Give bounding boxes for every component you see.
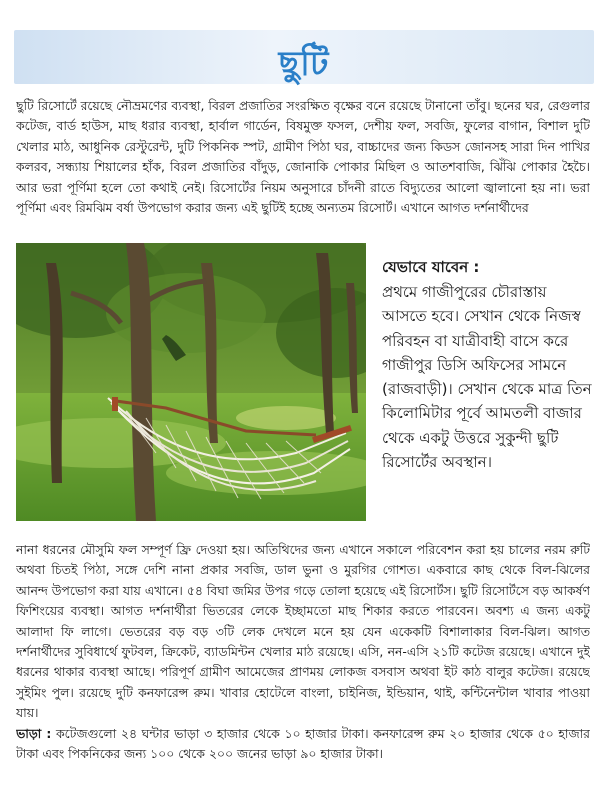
continued-section	[16, 540, 590, 770]
title-banner	[14, 30, 594, 84]
intro-paragraph: ছুটি রিসোর্টে রয়েছে নৌভ্রমণের ব্যবস্থা, বিরল প্রজাতির সংরক্ষিত বৃক্ষের বনে রয়েছে টানানো তাঁবু। ছনের ঘর, রেগুলার কটেজ, বার্ড হাউস, মাছ ধরার ব্যবস্থা, হার্বাল গার্ডেন, বিষমুক্ত ফসল, দেশীয় ফল, সবজি, ফুলের বাগান, বিশাল দুটি খেলার মাঠ, আধুনিক রেস্টুরেন্ট, দুটি পিকনিক স্পট, গ্রামীণ পিঠা ঘর, বাচ্চাদের জন্য কিডস জোনসহ সারা দিন পাখির কলরব, সন্ধ্যায় শিয়ালের হাঁক, বিরল প্রজাতির বাঁদুড়, জোনাকি পোকার মিছিল ও আতশবাজি, ঝিঁঝি পোকার হৈচৈ। আর ভরা পূর্ণিমা হলে তো কথাই নেই। রিসোর্টের নিয়ম অনুসারে চাঁদনী রাতে বিদ্যুতের আলো জ্বালানো হয় না। ভরা পূর্ণিমা এবং রিমঝিম বর্ষা উপভোগ করার জন্য এই ছুটিই হচ্ছে অন্যতম রিসোর্ট। এখানে আগত দর্শনার্থীদের	[16, 98, 590, 216]
resort-photo	[16, 243, 366, 521]
fare-label: ভাড়া :	[16, 725, 52, 741]
directions-heading: যেভাবে যাবেন :	[382, 258, 480, 276]
fare-text: কটেজগুলো ২৪ ঘন্টার ভাড়া ৩ হাজার থেকে ১০ হাজার টাকা। কনফারেন্স রুম ২০ হাজার থেকে ৫০ হাজার টাকা এবং পিকনিকের জন্য ১০০ থেকে ২০০ জনের ভাড়া ৯০ হাজার টাকা।	[16, 725, 590, 762]
directions-box	[382, 256, 594, 474]
directions-body: প্রথমে গাজীপুরের চৌরাস্তায় আসতে হবে। সেখান থেকে নিজস্ব পরিবহন বা যাত্রীবাহী বাসে করে গাজীপুর ডিসি অফিসের সামনে (রাজবাড়ী)। সেখান থেকে মাত্র তিন কিলোমিটার পূর্বে আমতলী বাজার থেকে একটু উত্তরে সুকুন্দী ছুটি রিসোর্টের অবস্থান।	[382, 283, 592, 472]
continued-paragraph: নানা ধরনের মৌসুমি ফল সম্পূর্ণ ফ্রি দেওয়া হয়। অতিথিদের জন্য এখানে সকালে পরিবেশন করা হয় চালের নরম রুটি অথবা চিতই পিঠা, সঙ্গে দেশি নানা প্রকার সবজি, ডাল ভুনা ও মুরগির গোশত। একবারে কাছ থেকে বিল-ঝিলের আনন্দ উপভোগ করা যায় এখানে। ৫৪ বিঘা জমির উপর গড়ে তোলা হয়েছে এই রিসোর্টস। ছুটি রিসোর্টসে বড় আকর্ষণ ফিশিংয়ের ব্যবস্থা। আগত দর্শনার্থীরা ভিতরের লেকে ইচ্ছামতো মাছ শিকার করতে পারবেন। অবশ্য এ জন্য একটু আলাদা ফি লাগে। ভেতরের বড় বড় ৩টি লেক দেখলে মনে হয় যেন একেকটি বিশালাকার বিল-ঝিল। আগত দর্শনার্থীদের সুবিধার্থে ফুটবল, ক্রিকেট, ব্যাডমিন্টন খেলার মাঠ রয়েছে। এসি, নন-এসি ২১টি কটেজ রয়েছে। এখানে দুই ধরনের থাকার ব্যবস্থা আছে। পরিপূর্ণ গ্রামীণ আমেজের প্রাণময় লোকজ বসবাস অথবা ইট কাঠ বালুর কটেজ। রয়েছে সুইমিং পুল। রয়েছে দুটি কনফারেন্স রুম। খাবার হোটেলে বাংলা, চাইনিজ, ইন্ডিয়ান, থাই, কন্টিনেন্টাল খাবার পাওয়া যায়।	[16, 542, 590, 721]
page-title: ছুটি	[278, 44, 330, 84]
